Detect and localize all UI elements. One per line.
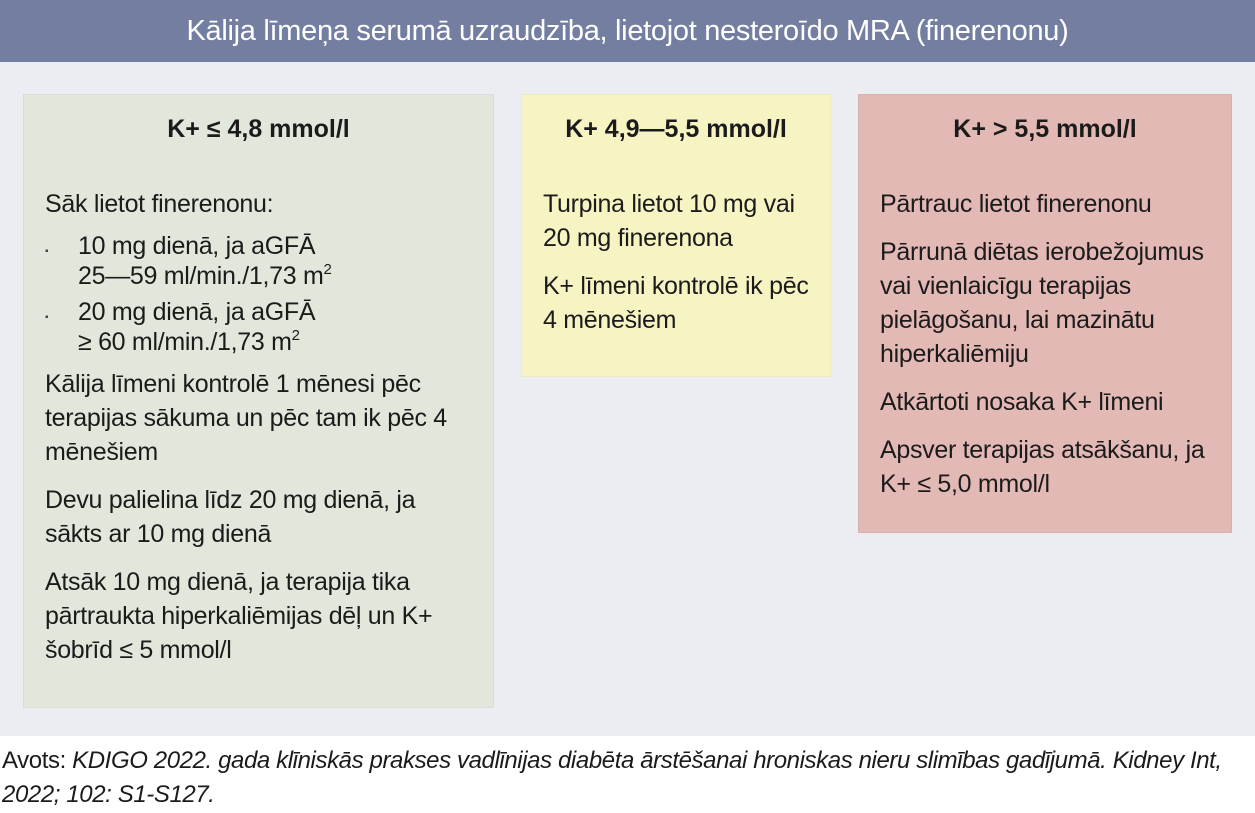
paragraph: K+ līmeni kontrolē ik pēc 4 mēnešiem	[543, 272, 809, 334]
bullet-line: 20 mg dienā, ja aGFĀ	[78, 298, 316, 326]
intro-text: Sāk lietot finerenonu:	[45, 190, 274, 218]
bullet-icon: ▪	[45, 246, 49, 257]
box-mid-potassium	[521, 94, 831, 377]
bullet-line: ≥ 60 ml/min./1,73 m	[78, 328, 292, 356]
figure-title: Kālija līmeņa serumā uzraudzība, lietojot nesteroīdo MRA (finerenonu)	[0, 0, 1255, 62]
bullet-line: 25—59 ml/min./1,73 m	[78, 262, 324, 290]
box-low-potassium-body	[45, 187, 475, 681]
box-low-potassium	[23, 94, 494, 708]
paragraph: Atkārtoti nosaka K+ līmeni	[880, 388, 1164, 416]
paragraph: Pārtrauc lietot finerenonu	[880, 190, 1152, 218]
box-high-potassium-title: K+ > 5,5 mmol/l	[953, 115, 1137, 143]
box-mid-potassium-title: K+ 4,9—5,5 mmol/l	[565, 115, 787, 143]
paragraph: Turpina lietot 10 mg vai 20 mg finerenona	[543, 190, 795, 252]
source-prefix: Avots:	[2, 747, 73, 774]
paragraph: Pārrunā diētas ierobežojumus vai vienlaicīgu terapijas pielāgošanu, lai mazinātu hiperkaliēmiju	[880, 238, 1204, 368]
paragraph: Kālija līmeni kontrolē 1 mēnesi pēc terapijas sākuma un pēc tam ik pēc 4 mēnešiem	[45, 370, 447, 466]
paragraph: Devu palielina līdz 20 mg dienā, ja sākts ar 10 mg dienā	[45, 486, 416, 548]
paragraph: Atsāk 10 mg dienā, ja terapija tika pārtraukta hiperkaliēmijas dēļ un K+ šobrīd ≤ 5 mmol/l	[45, 568, 433, 664]
list-item	[45, 231, 475, 291]
source-text: KDIGO 2022. gada klīniskās prakses vadlīnijas diabēta ārstēšanai hroniskas nieru slimības gadījumā. Kidney Int, 2022; 102: S1-S127.	[2, 747, 1222, 808]
bullet-line: 10 mg dienā, ja aGFĀ	[78, 232, 316, 260]
superscript: 2	[323, 261, 332, 278]
box-low-potassium-title: K+ ≤ 4,8 mmol/l	[167, 115, 350, 143]
box-high-potassium-body	[880, 187, 1220, 515]
bullet-icon: ▪	[45, 312, 49, 323]
superscript: 2	[291, 327, 300, 344]
paragraph: Apsver terapijas atsākšanu, ja K+ ≤ 5,0 mmol/l	[880, 436, 1205, 498]
list-item	[45, 297, 475, 357]
source-citation	[2, 744, 1252, 812]
box-high-potassium	[858, 94, 1232, 533]
box-mid-potassium-body	[543, 187, 823, 351]
